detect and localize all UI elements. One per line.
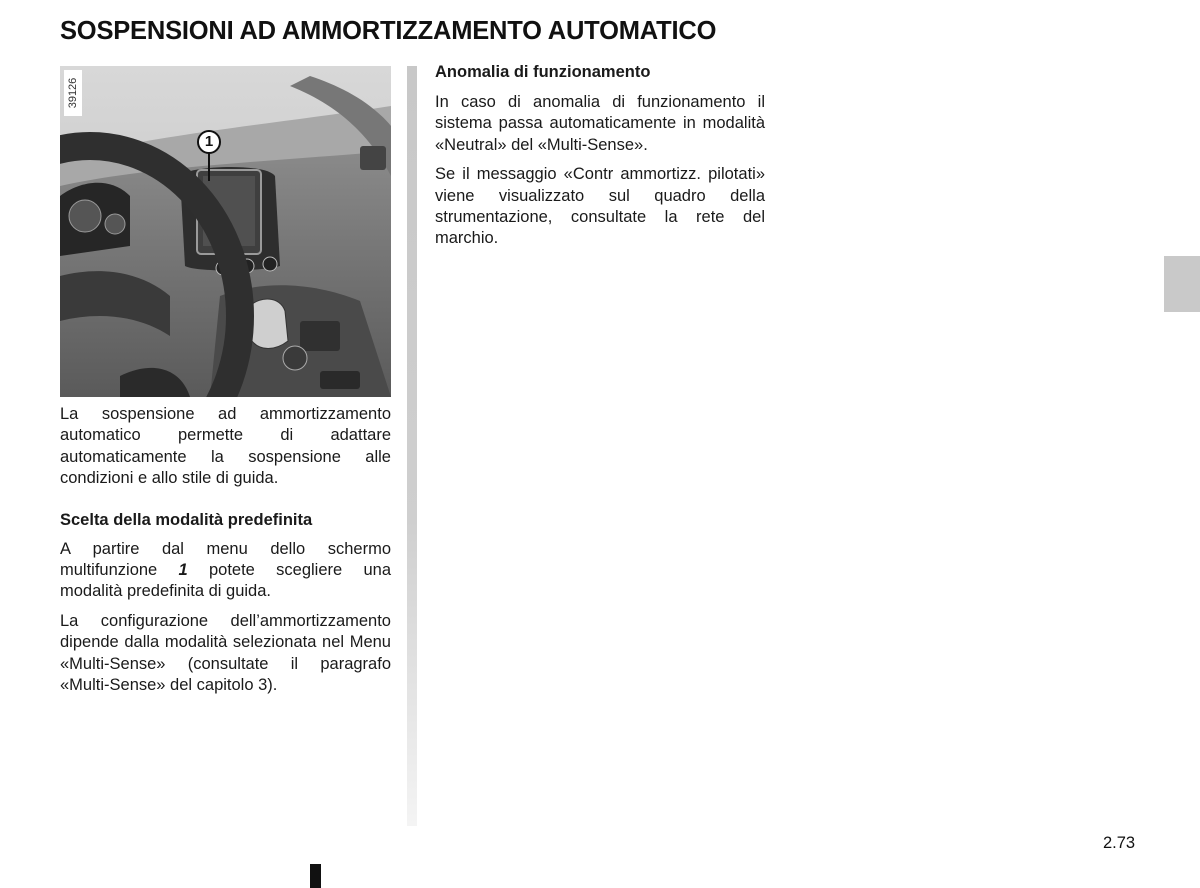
registration-mark	[310, 864, 321, 888]
callout-leader-line	[208, 153, 210, 181]
left-column	[60, 66, 391, 696]
section-heading-malfunction: Anomalia di funzionamento	[435, 63, 651, 81]
page-number: 2.73	[1103, 834, 1136, 852]
malfunction-paragraph-1: In caso di anomalia di funzionamento il sistema passa automaticamente in modalità «Neutral» del «Multi-Sense».	[435, 93, 765, 154]
intro-paragraph: La sospensione ad ammortizzamento automatico permette di adattare automaticamente la sospensione alle condizioni e allo stile di guida.	[60, 405, 391, 488]
column-divider-bar	[407, 66, 417, 826]
chapter-side-tab	[1164, 256, 1200, 312]
page-title: SOSPENSIONI AD AMMORTIZZAMENTO AUTOMATICO	[60, 17, 717, 45]
default-mode-paragraph: A partire dal menu dello schermo multifunzione 1 potete scegliere una modalità predefinita di guida.	[60, 539, 391, 601]
section-heading-default-mode: Scelta della modalità predefinita	[60, 510, 313, 529]
dashboard-illustration	[60, 66, 391, 397]
right-column	[435, 62, 765, 250]
configuration-paragraph: La configurazione dell’ammortizzamento dipende dalla modalità selezionata nel Menu «Multi-Sense» (consultate il paragrafo «Multi-Sense» del capitolo 3).	[60, 611, 391, 695]
figure-code-label: 39126	[64, 70, 82, 116]
callout-marker-1: 1	[197, 130, 221, 154]
screen-reference-number: 1	[178, 561, 188, 580]
dashboard-photo	[60, 66, 391, 397]
malfunction-paragraph-2: Se il messaggio «Contr ammortizz. pilotati» viene visualizzato sul quadro della strumentazione, consultate la rete del marchio.	[435, 165, 765, 248]
